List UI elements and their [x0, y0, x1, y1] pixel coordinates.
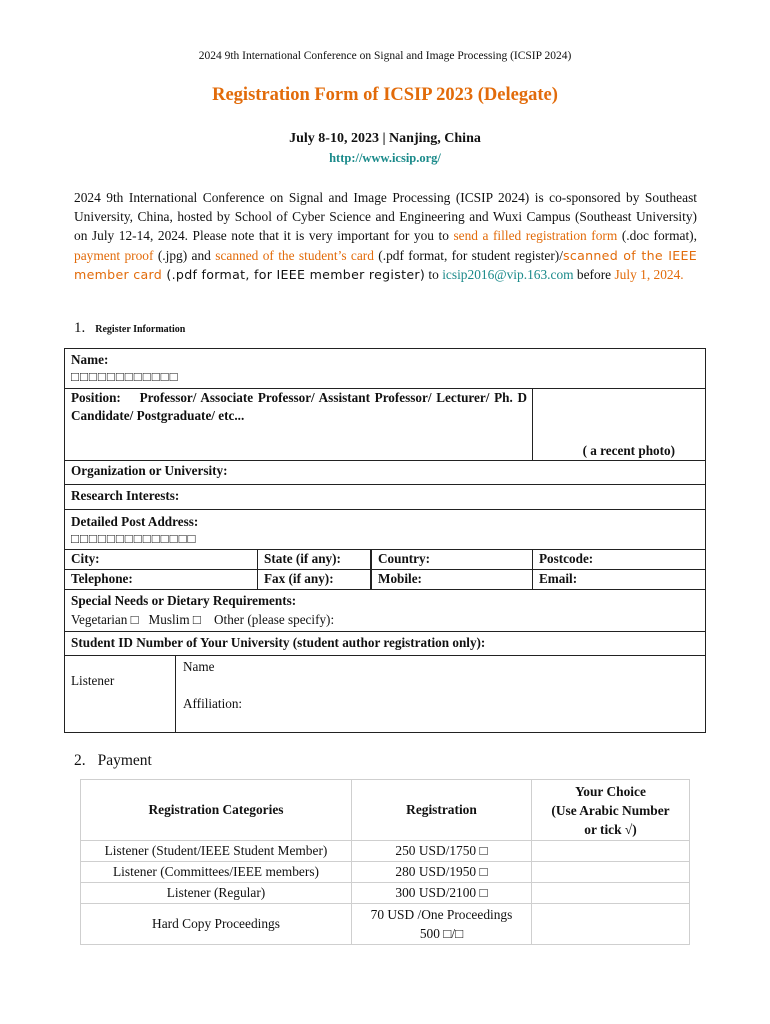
intro-paragraph: 2024 9th International Conference on Signal and Image Processing (ICSIP 2024) is co-sponsored by Southeast University, China, hosted by School of Cyber Science and Engineering and Wuxi Campus (Southeast University) on July 12-14, 2024. Please note that it is very important for you to send a filled registration form (.doc format), payment proof (.jpg) and scanned of the student’s card (.pdf format, for student register)/scanned of the IEEE member card (.pdf format, for IEEE member register) to icsip2016@vip.163.com before July 1, 2024.	[74, 190, 697, 282]
table-row	[81, 862, 690, 883]
fee-cell: 280 USD/1950 □	[352, 862, 532, 883]
organization-label: Organization or University:	[71, 463, 228, 478]
section-payment-heading: 2. Payment	[74, 752, 152, 769]
address-input-boxes[interactable]: □□□□□□□□□□□□□□	[71, 531, 197, 546]
category-cell: Listener (Student/IEEE Student Member)	[81, 841, 352, 862]
choice-cell[interactable]	[532, 862, 690, 883]
table-row	[81, 841, 690, 862]
country-cell[interactable]: Country:	[370, 550, 533, 569]
student-id-row[interactable]	[65, 632, 705, 656]
photo-cell[interactable]	[532, 389, 705, 460]
special-needs-row[interactable]	[65, 590, 705, 632]
conference-url-link[interactable]: http://www.icsip.org/	[329, 151, 441, 165]
address-label: Detailed Post Address:	[71, 514, 199, 529]
listener-label: Listener	[71, 673, 115, 688]
listener-affiliation-label: Affiliation:	[183, 696, 243, 711]
name-input-boxes[interactable]: □□□□□□□□□□□□	[71, 369, 179, 384]
research-interests-label: Research Interests:	[71, 488, 180, 503]
choice-cell[interactable]	[532, 841, 690, 862]
category-cell: Listener (Committees/IEEE members)	[81, 862, 352, 883]
position-label: Position:	[71, 390, 121, 405]
registration-form-table	[64, 348, 706, 733]
name-label: Name:	[71, 352, 109, 367]
organization-row[interactable]	[65, 461, 705, 485]
position-row	[65, 389, 705, 461]
contact-email-link[interactable]: icsip2016@vip.163.com	[442, 266, 574, 282]
mobile-cell[interactable]: Mobile:	[370, 570, 533, 589]
student-id-label: Student ID Number of Your University (student author registration only):	[71, 635, 486, 650]
address-row[interactable]	[65, 510, 705, 550]
table-row	[81, 904, 690, 945]
deadline-text: July 1, 2024.	[614, 266, 684, 282]
category-cell: Listener (Regular)	[81, 883, 352, 904]
city-cell[interactable]: City:	[71, 551, 100, 566]
telephone-row	[65, 570, 705, 590]
fee-cell: 300 USD/2100 □	[352, 883, 532, 904]
listener-row	[65, 656, 705, 732]
event-date-location: July 8-10, 2023 | Nanjing, China	[289, 131, 481, 146]
conference-header: 2024 9th International Conference on Signal and Image Processing (ICSIP 2024)	[198, 50, 572, 62]
payment-proof-link[interactable]: payment proof	[74, 247, 154, 263]
listener-name-label: Name	[183, 659, 215, 674]
email-cell[interactable]: Email:	[532, 570, 705, 589]
name-row[interactable]	[65, 349, 705, 389]
payment-header-row	[81, 780, 690, 841]
research-row[interactable]	[65, 485, 705, 510]
fax-cell[interactable]: Fax (if any):	[257, 570, 370, 589]
category-cell: Hard Copy Proceedings	[81, 904, 352, 945]
page-title: Registration Form of ICSIP 2023 (Delegate)	[212, 85, 558, 105]
photo-label: ( a recent photo)	[582, 443, 675, 458]
city-row	[65, 550, 705, 570]
listener-details-cell[interactable]	[175, 656, 705, 732]
special-needs-label: Special Needs or Dietary Requirements:	[71, 593, 297, 608]
fee-cell: 70 USD /One Proceedings 500 □/□	[352, 904, 532, 945]
student-card-link[interactable]: scanned of the student’s card	[215, 247, 374, 263]
choice-cell[interactable]	[532, 904, 690, 945]
ieee-card-link[interactable]: scanned of the IEEE member card	[74, 247, 697, 282]
table-row	[81, 883, 690, 904]
telephone-cell[interactable]: Telephone:	[71, 571, 133, 586]
choice-cell[interactable]	[532, 883, 690, 904]
header-your-choice: Your Choice (Use Arabic Number or tick √)	[532, 780, 690, 841]
postcode-cell[interactable]: Postcode:	[532, 550, 705, 569]
special-needs-options[interactable]: Vegetarian □ Muslim □ Other (please specify):	[71, 612, 335, 627]
payment-table	[80, 779, 690, 945]
state-cell[interactable]: State (if any):	[257, 550, 370, 569]
header-registration: Registration	[352, 780, 532, 841]
section-register-info-heading: 1. Register Information	[74, 320, 186, 336]
fee-cell: 250 USD/1750 □	[352, 841, 532, 862]
registration-form-link[interactable]: send a filled registration form	[453, 228, 618, 244]
header-categories: Registration Categories	[81, 780, 352, 841]
position-options[interactable]: Professor/ Associate Professor/ Assistant Professor/ Lecturer/ Ph. D Candidate/ Postgraduate/ etc...	[71, 390, 527, 423]
